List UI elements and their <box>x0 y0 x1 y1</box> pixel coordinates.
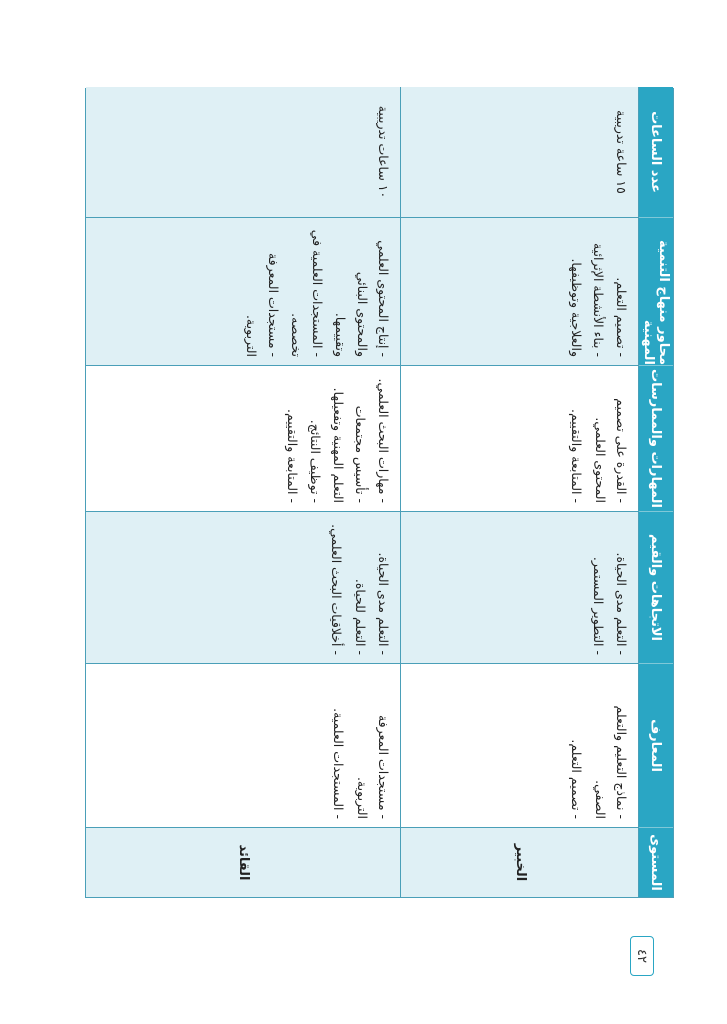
row1-axes <box>401 217 639 365</box>
list-item: - تصميم التعلم. <box>611 226 632 357</box>
header-axes: محاور منهاج التنمية المهنية <box>639 217 673 365</box>
row2-skills <box>86 365 401 511</box>
page-number: ٤٢ <box>630 936 654 976</box>
row2-knowledge <box>86 663 401 827</box>
table-wrapper <box>85 88 674 898</box>
header-attitudes: الاتجاهات والقيم <box>639 511 673 663</box>
header-skills: المهارات والممارسات <box>639 365 673 511</box>
list-item: - المتابعة والتقييم. <box>282 374 303 503</box>
list-item: - المتابعة والتقييم. <box>566 374 587 503</box>
list-item: - توظيف النتائج. <box>305 374 326 503</box>
list-item: - مستجدات المعرفة التربوية. <box>241 226 284 357</box>
list-item: - مهارات البحث العلمي. <box>373 374 394 503</box>
list-item: - نماذج التعليم والتعلم الصفي. <box>590 672 633 819</box>
row1-attitudes <box>401 511 639 663</box>
row1-skills <box>401 365 639 511</box>
row1-knowledge <box>401 663 639 827</box>
list-item: - التعلم للحياة. <box>350 520 371 655</box>
header-hours: عدد الساعات <box>639 87 673 217</box>
row1-hours: ١٥ ساعة تدريبية <box>401 87 639 217</box>
list-item: - التعلم مدى الحياة. <box>373 520 394 655</box>
row2-attitudes <box>86 511 401 663</box>
list-item: - التعلم مدى الحياة. <box>611 520 632 655</box>
header-level: المستوى <box>639 827 673 897</box>
list-item: - تأسيس مجتمعات التعلم المهنية وتفعيلها. <box>328 374 371 503</box>
list-item: - بناء الأنشطة الإثرائية والعلاجية وتوظيفها. <box>566 226 609 357</box>
professional-development-table <box>85 88 674 898</box>
list-item: - أخلاقيات البحث العلمي. <box>326 520 347 655</box>
list-item: - المستجدات العلمية. <box>328 672 349 819</box>
list-item: - إنتاج المحتوى العلمي والمحتوى البنائي وتقييمها. <box>330 226 394 357</box>
list-item: - مستجدات المعرفة التربوية. <box>352 672 395 819</box>
row2-hours: ١٠ ساعات تدريبية <box>86 87 401 217</box>
list-item: - التطوير المستمر. <box>588 520 609 655</box>
row2-level: القائد <box>86 827 401 897</box>
header-knowledge: المعارف <box>639 663 673 827</box>
list-item: - تصميم التعلم. <box>566 672 587 819</box>
list-item: - القدرة على تصميم المحتوى العلمي. <box>590 374 633 503</box>
row2-axes <box>86 217 401 365</box>
row1-level: الخبير <box>401 827 639 897</box>
list-item: - المستجدات العلمية في تخصصه. <box>286 226 329 357</box>
